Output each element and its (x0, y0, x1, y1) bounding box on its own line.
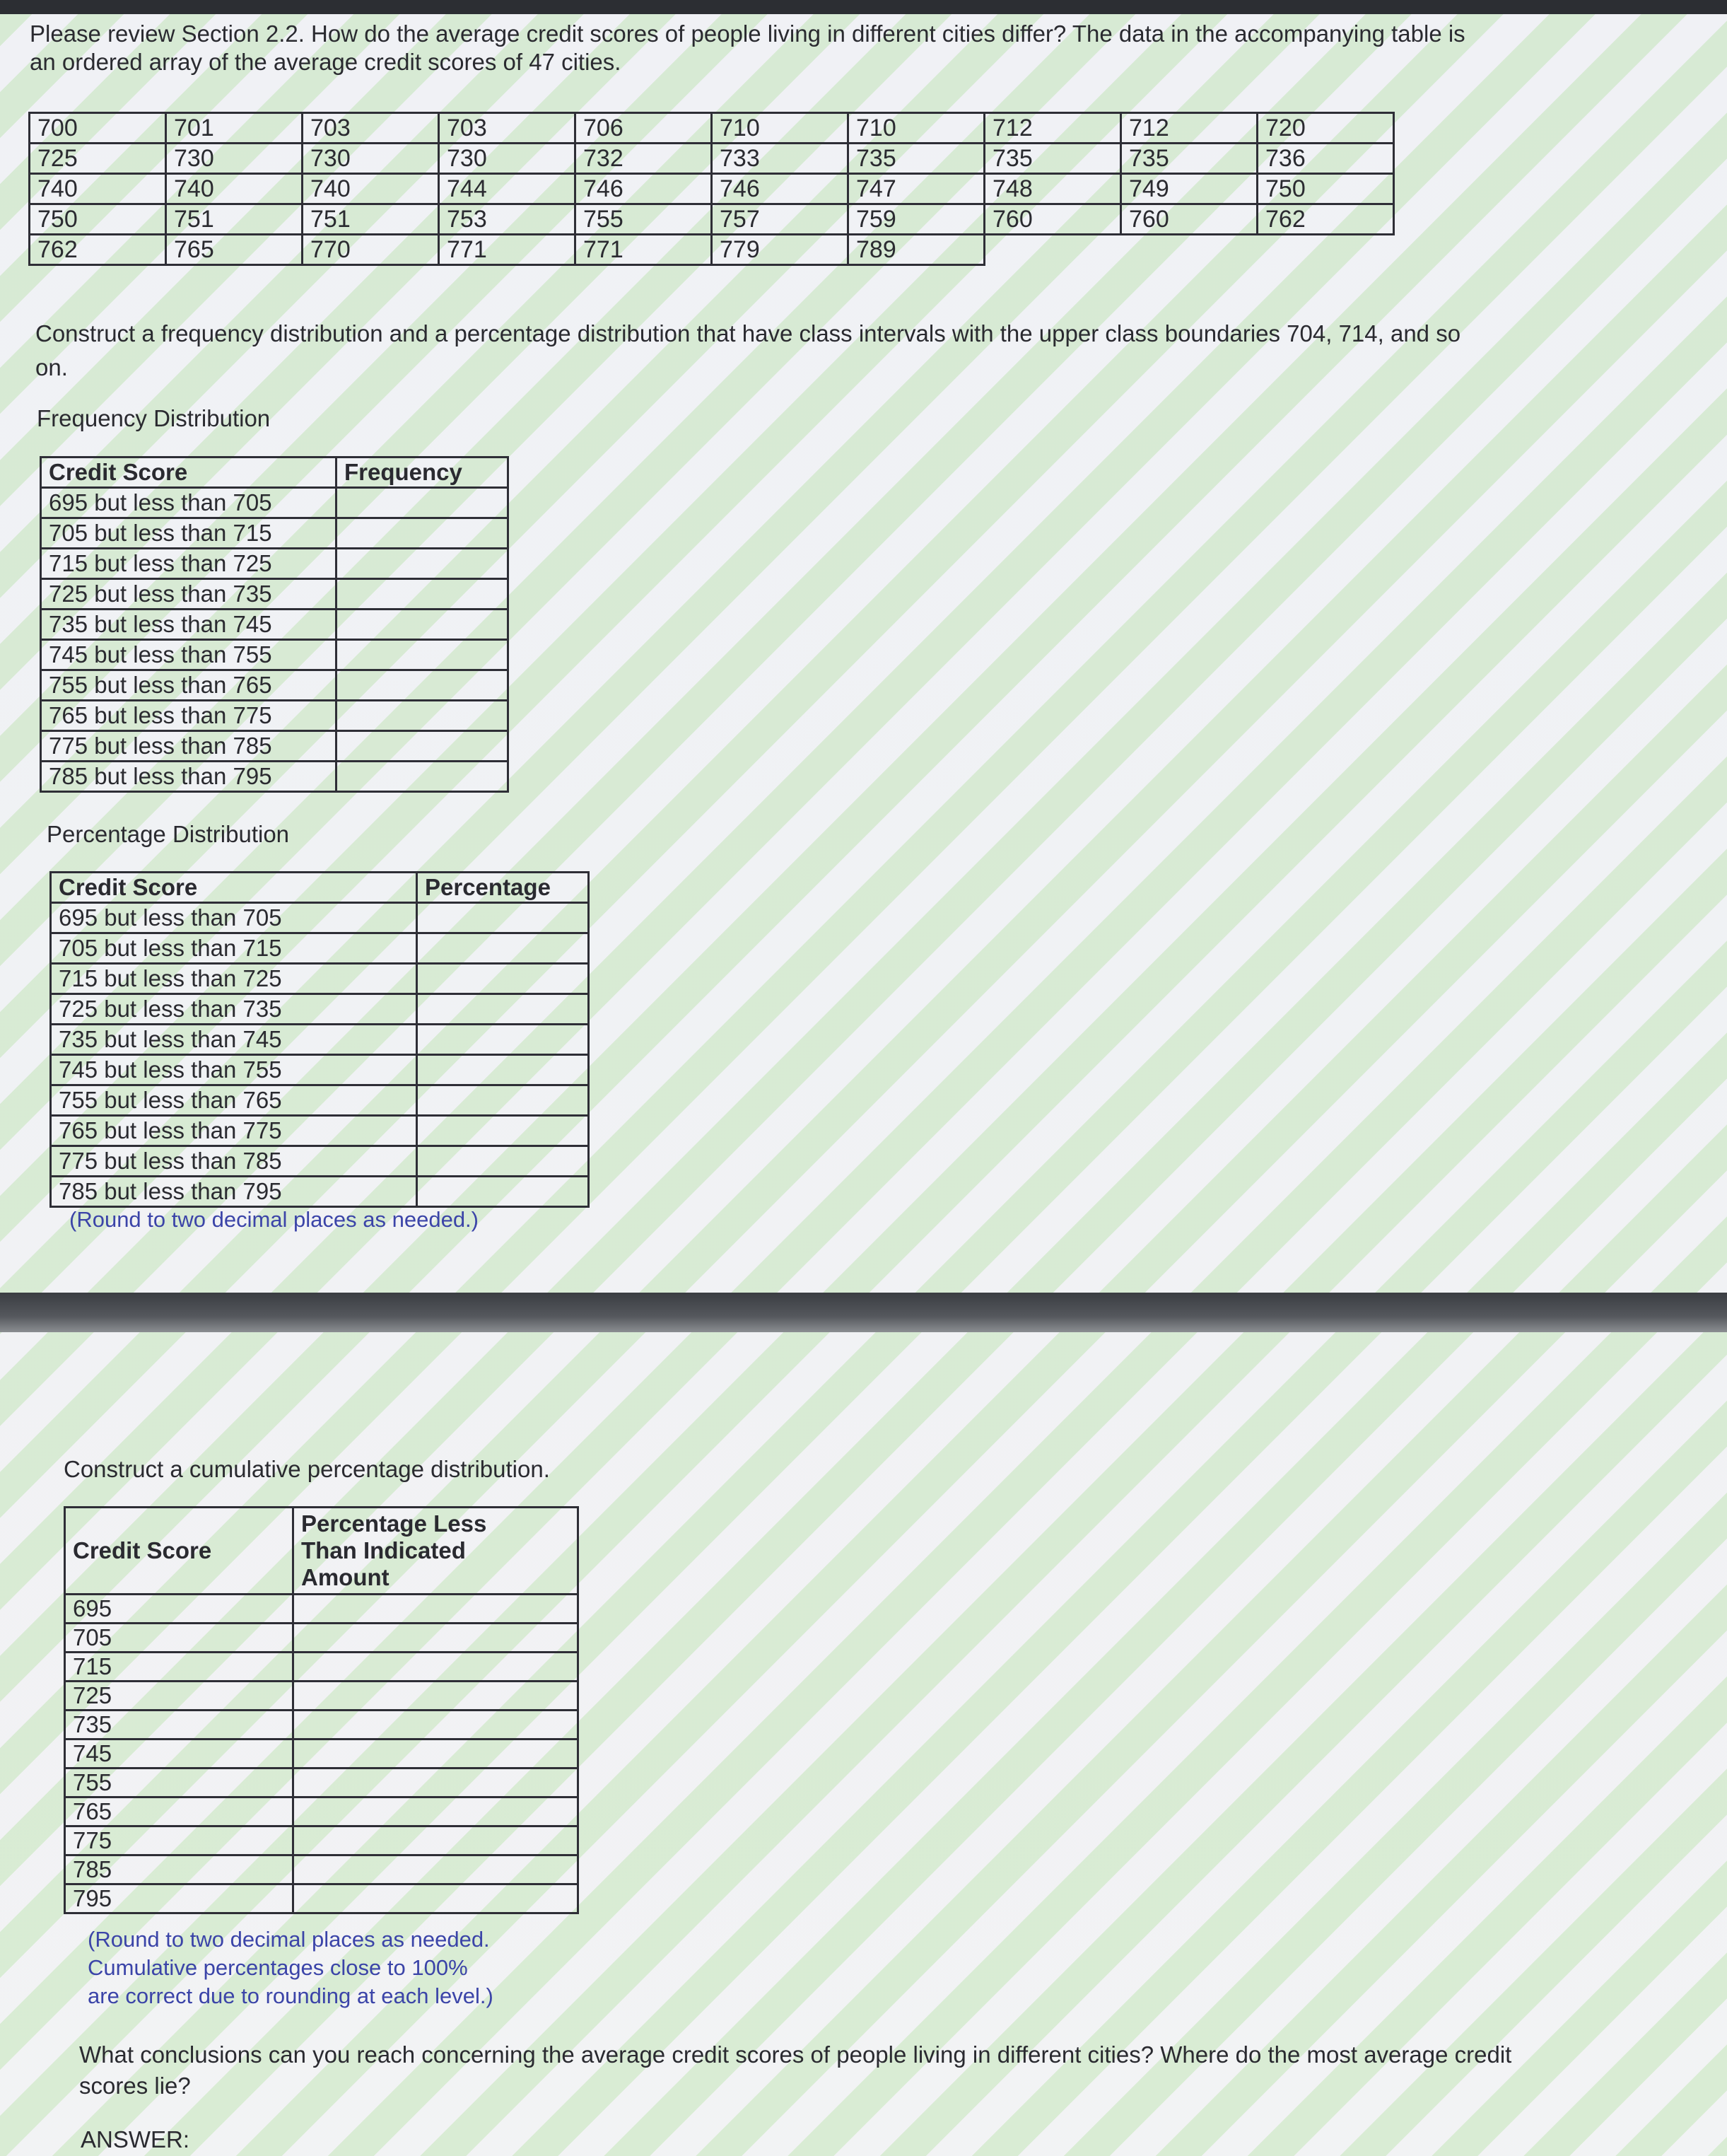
frequency-row (41, 701, 508, 731)
percentage-answer-cell[interactable] (417, 1025, 589, 1055)
cumulative-row (65, 1855, 578, 1884)
data-cell: 700 (30, 113, 166, 144)
frequency-class-label: 735 but less than 745 (41, 610, 336, 640)
cumulative-answer-cell[interactable] (293, 1797, 578, 1826)
percentage-answer-cell[interactable] (417, 1116, 589, 1146)
data-cell: 746 (712, 174, 848, 204)
answer-label: ANSWER: (81, 2126, 190, 2152)
cumulative-row (65, 1653, 578, 1682)
question-line-1: What conclusions can you reach concerning the average credit scores of people living in different cities? Where do the most average credit (79, 2041, 1512, 2068)
data-cell: 735 (1121, 144, 1258, 174)
data-cell: 703 (303, 113, 439, 144)
cumulative-row (65, 1826, 578, 1855)
data-cell: 720 (1258, 113, 1394, 144)
cumulative-row (65, 1884, 578, 1913)
frequency-row (41, 518, 508, 549)
cumulative-answer-cell[interactable] (293, 1595, 578, 1624)
cumulative-title: Construct a cumulative percentage distribution. (64, 1456, 550, 1482)
percentage-header-value: Percentage (417, 873, 589, 903)
data-cell (1258, 235, 1394, 265)
frequency-class-label: 715 but less than 725 (41, 549, 336, 579)
frequency-class-label: 765 but less than 775 (41, 701, 336, 731)
data-cell: 751 (166, 204, 303, 235)
cumulative-class-label: 775 (65, 1826, 293, 1855)
data-cell: 762 (30, 235, 166, 265)
percentage-answer-cell[interactable] (417, 964, 589, 994)
cumulative-answer-cell[interactable] (293, 1653, 578, 1682)
data-row (30, 235, 1394, 265)
percentage-note: (Round to two decimal places as needed.) (69, 1207, 479, 1232)
data-cell: 740 (303, 174, 439, 204)
percentage-class-label: 715 but less than 725 (51, 964, 417, 994)
intro-line-1: Please review Section 2.2. How do the average credit scores of people living in different cities differ? The data in the accompanying table is (30, 21, 1465, 47)
cumulative-class-label: 705 (65, 1624, 293, 1653)
data-cell: 750 (1258, 174, 1394, 204)
data-cell: 755 (575, 204, 712, 235)
data-cell: 789 (848, 235, 985, 265)
frequency-answer-cell[interactable] (336, 701, 508, 731)
data-cell: 740 (30, 174, 166, 204)
cumulative-header-line-1: Percentage Less (301, 1510, 487, 1537)
frequency-row (41, 549, 508, 579)
cumulative-row (65, 1624, 578, 1653)
data-cell: 753 (439, 204, 575, 235)
cumulative-row (65, 1682, 578, 1711)
frequency-class-label: 755 but less than 765 (41, 670, 336, 701)
percentage-row (51, 1177, 589, 1207)
frequency-answer-cell[interactable] (336, 610, 508, 640)
percentage-answer-cell[interactable] (417, 994, 589, 1025)
cumulative-answer-cell[interactable] (293, 1826, 578, 1855)
data-row (30, 204, 1394, 235)
frequency-answer-cell[interactable] (336, 549, 508, 579)
percentage-class-label: 705 but less than 715 (51, 933, 417, 964)
data-cell: 749 (1121, 174, 1258, 204)
cumulative-class-label: 745 (65, 1740, 293, 1768)
data-cell: 771 (575, 235, 712, 265)
percentage-class-label: 735 but less than 745 (51, 1025, 417, 1055)
cumulative-row (65, 1768, 578, 1797)
data-cell: 706 (575, 113, 712, 144)
percentage-row (51, 1055, 589, 1085)
data-cell: 779 (712, 235, 848, 265)
cumulative-note-2: Cumulative percentages close to 100% (88, 1955, 468, 1980)
cumulative-answer-cell[interactable] (293, 1855, 578, 1884)
instruction-line-1: Construct a frequency distribution and a percentage distribution that have class intervals with the upper class boundaries 704, 714, and so (35, 320, 1461, 346)
cumulative-table (64, 1506, 579, 1914)
data-cell: 740 (166, 174, 303, 204)
percentage-class-label: 785 but less than 795 (51, 1177, 417, 1207)
data-cell: 712 (985, 113, 1121, 144)
frequency-answer-cell[interactable] (336, 579, 508, 610)
percentage-answer-cell[interactable] (417, 1177, 589, 1207)
data-cell: 730 (439, 144, 575, 174)
cumulative-class-label: 695 (65, 1595, 293, 1624)
cumulative-answer-cell[interactable] (293, 1682, 578, 1711)
data-cell: 701 (166, 113, 303, 144)
data-cell: 751 (303, 204, 439, 235)
data-cell: 710 (712, 113, 848, 144)
percentage-class-label: 755 but less than 765 (51, 1085, 417, 1116)
intro-line-2: an ordered array of the average credit scores of 47 cities. (30, 49, 621, 75)
cumulative-row (65, 1711, 578, 1740)
percentage-row (51, 964, 589, 994)
question-line-2: scores lie? (79, 2073, 191, 2099)
section-divider (0, 1293, 1727, 1332)
frequency-row (41, 670, 508, 701)
frequency-table (40, 456, 509, 793)
cumulative-answer-cell[interactable] (293, 1740, 578, 1768)
percentage-row (51, 994, 589, 1025)
cumulative-answer-cell[interactable] (293, 1884, 578, 1913)
cumulative-header-value (293, 1508, 578, 1595)
cumulative-note-1: (Round to two decimal places as needed. (88, 1927, 490, 1952)
frequency-answer-cell[interactable] (336, 518, 508, 549)
data-row (30, 174, 1394, 204)
cumulative-row (65, 1740, 578, 1768)
cumulative-header-line-3: Amount (301, 1564, 390, 1590)
percentage-row (51, 1085, 589, 1116)
data-cell: 757 (712, 204, 848, 235)
data-cell: 770 (303, 235, 439, 265)
frequency-class-label: 785 but less than 795 (41, 762, 336, 792)
frequency-class-label: 705 but less than 715 (41, 518, 336, 549)
percentage-title: Percentage Distribution (47, 821, 290, 847)
data-cell: 710 (848, 113, 985, 144)
frequency-title: Frequency Distribution (37, 405, 271, 431)
percentage-row (51, 1146, 589, 1177)
data-cell: 703 (439, 113, 575, 144)
cumulative-header-line-2: Than Indicated (301, 1537, 466, 1563)
data-cell: 759 (848, 204, 985, 235)
percentage-class-label: 765 but less than 775 (51, 1116, 417, 1146)
cumulative-row (65, 1595, 578, 1624)
percentage-header-score: Credit Score (51, 873, 417, 903)
frequency-row (41, 610, 508, 640)
data-cell: 765 (166, 235, 303, 265)
frequency-answer-cell[interactable] (336, 640, 508, 670)
data-cell: 725 (30, 144, 166, 174)
frequency-class-label: 745 but less than 755 (41, 640, 336, 670)
percentage-class-label: 725 but less than 735 (51, 994, 417, 1025)
data-cell (1121, 235, 1258, 265)
data-cell: 736 (1258, 144, 1394, 174)
percentage-class-label: 695 but less than 705 (51, 903, 417, 933)
data-cell: 747 (848, 174, 985, 204)
cumulative-answer-cell[interactable] (293, 1624, 578, 1653)
top-bar (0, 0, 1727, 14)
cumulative-class-label: 755 (65, 1768, 293, 1797)
frequency-class-label: 725 but less than 735 (41, 579, 336, 610)
frequency-header-value: Frequency (336, 458, 508, 488)
percentage-row (51, 903, 589, 933)
percentage-row (51, 933, 589, 964)
data-cell: 748 (985, 174, 1121, 204)
credit-score-data-table (28, 112, 1395, 266)
data-cell: 730 (166, 144, 303, 174)
frequency-answer-cell[interactable] (336, 670, 508, 701)
percentage-answer-cell[interactable] (417, 933, 589, 964)
percentage-row (51, 1116, 589, 1146)
cumulative-answer-cell[interactable] (293, 1768, 578, 1797)
data-cell: 735 (848, 144, 985, 174)
cumulative-header-score: Credit Score (65, 1508, 293, 1595)
data-cell: 730 (303, 144, 439, 174)
percentage-row (51, 1025, 589, 1055)
data-cell (985, 235, 1121, 265)
cumulative-class-label: 715 (65, 1653, 293, 1682)
percentage-class-label: 745 but less than 755 (51, 1055, 417, 1085)
frequency-row (41, 488, 508, 518)
frequency-row (41, 579, 508, 610)
frequency-row (41, 731, 508, 762)
data-cell: 744 (439, 174, 575, 204)
frequency-answer-cell[interactable] (336, 731, 508, 762)
data-cell: 760 (985, 204, 1121, 235)
data-cell: 771 (439, 235, 575, 265)
cumulative-class-label: 725 (65, 1682, 293, 1711)
instruction-line-2: on. (35, 354, 68, 380)
cumulative-note-3: are correct due to rounding at each level.) (88, 1983, 493, 2008)
data-row (30, 113, 1394, 144)
data-cell: 733 (712, 144, 848, 174)
data-cell: 732 (575, 144, 712, 174)
cumulative-class-label: 785 (65, 1855, 293, 1884)
cumulative-class-label: 795 (65, 1884, 293, 1913)
frequency-row (41, 640, 508, 670)
data-cell: 735 (985, 144, 1121, 174)
cumulative-class-label: 765 (65, 1797, 293, 1826)
frequency-answer-cell[interactable] (336, 762, 508, 792)
data-row (30, 144, 1394, 174)
cumulative-row (65, 1797, 578, 1826)
frequency-class-label: 775 but less than 785 (41, 731, 336, 762)
percentage-answer-cell[interactable] (417, 903, 589, 933)
frequency-row (41, 762, 508, 792)
frequency-answer-cell[interactable] (336, 488, 508, 518)
percentage-answer-cell[interactable] (417, 1146, 589, 1177)
frequency-header-score: Credit Score (41, 458, 336, 488)
percentage-answer-cell[interactable] (417, 1055, 589, 1085)
data-cell: 712 (1121, 113, 1258, 144)
cumulative-class-label: 735 (65, 1711, 293, 1740)
percentage-table (49, 871, 590, 1208)
percentage-class-label: 775 but less than 785 (51, 1146, 417, 1177)
data-cell: 746 (575, 174, 712, 204)
frequency-class-label: 695 but less than 705 (41, 488, 336, 518)
data-cell: 760 (1121, 204, 1258, 235)
data-cell: 762 (1258, 204, 1394, 235)
percentage-answer-cell[interactable] (417, 1085, 589, 1116)
data-cell: 750 (30, 204, 166, 235)
cumulative-answer-cell[interactable] (293, 1711, 578, 1740)
